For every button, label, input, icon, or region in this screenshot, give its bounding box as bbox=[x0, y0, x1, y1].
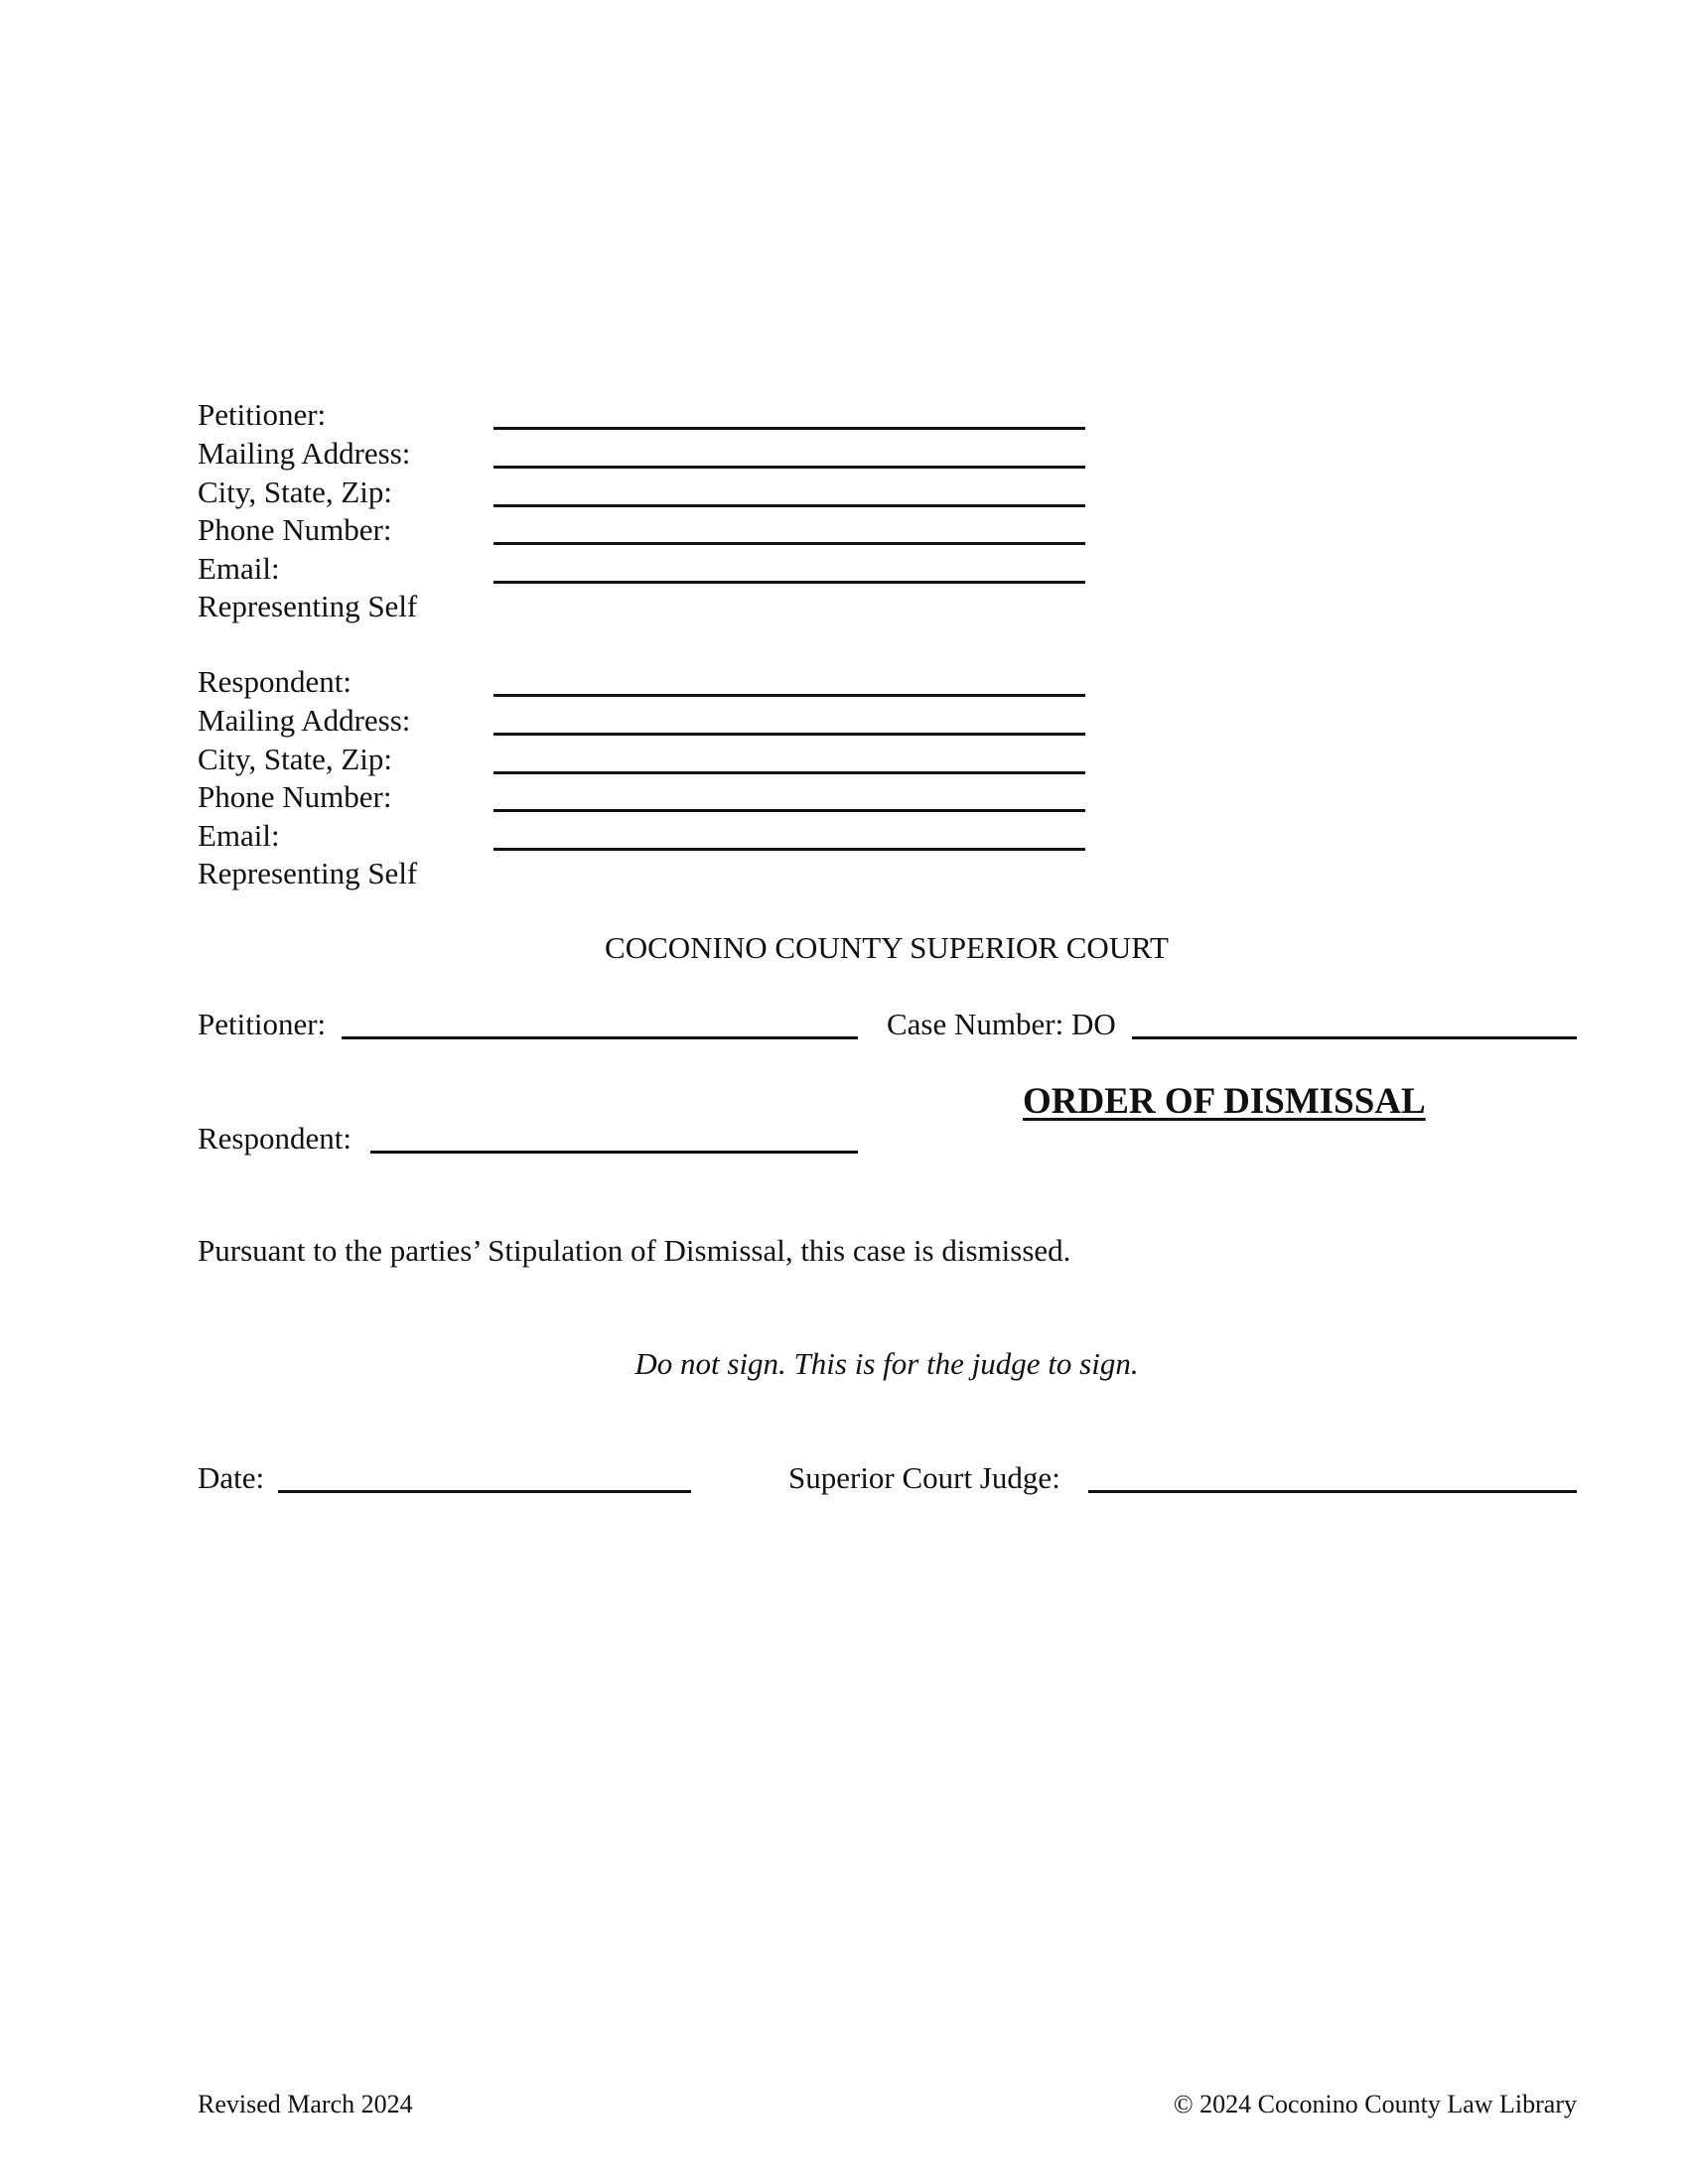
petitioner-city-state-zip-label: City, State, Zip: bbox=[198, 475, 393, 509]
petitioner-label: Petitioner: bbox=[198, 397, 327, 432]
petitioner-city-state-zip-field[interactable] bbox=[493, 504, 1085, 507]
court-name: COCONINO COUNTY SUPERIOR COURT bbox=[605, 930, 1169, 965]
order-title: ORDER OF DISMISSAL bbox=[1023, 1081, 1426, 1122]
respondent-mailing-address-label: Mailing Address: bbox=[198, 703, 411, 738]
judge-signature-note: Do not sign. This is for the judge to sign. bbox=[634, 1346, 1139, 1381]
footer-copyright: © 2024 Coconino County Law Library bbox=[1173, 2090, 1577, 2118]
case-number-label: Case Number: DO bbox=[887, 1007, 1116, 1041]
caption-petitioner-field[interactable] bbox=[342, 1036, 858, 1039]
judge-signature-field[interactable] bbox=[1088, 1490, 1577, 1493]
petitioner-email-label: Email: bbox=[198, 551, 280, 586]
petitioner-email-field[interactable] bbox=[493, 581, 1085, 584]
caption-petitioner-label: Petitioner: bbox=[198, 1007, 327, 1041]
respondent-representing-self: Representing Self bbox=[198, 856, 418, 890]
caption-respondent-field[interactable] bbox=[370, 1151, 858, 1154]
date-label: Date: bbox=[198, 1460, 265, 1495]
respondent-phone-label: Phone Number: bbox=[198, 779, 392, 814]
petitioner-representing-self: Representing Self bbox=[198, 589, 418, 623]
petitioner-mailing-address-label: Mailing Address: bbox=[198, 436, 411, 471]
petitioner-phone-label: Phone Number: bbox=[198, 512, 392, 547]
order-body-text: Pursuant to the parties’ Stipulation of Dismissal, this case is dismissed. bbox=[198, 1233, 1071, 1268]
respondent-mailing-address-field[interactable] bbox=[493, 733, 1085, 736]
petitioner-mailing-address-field[interactable] bbox=[493, 466, 1085, 469]
petitioner-phone-field[interactable] bbox=[493, 542, 1085, 545]
respondent-email-label: Email: bbox=[198, 818, 280, 853]
respondent-email-field[interactable] bbox=[493, 848, 1085, 851]
petitioner-name-field[interactable] bbox=[493, 427, 1085, 430]
judge-label: Superior Court Judge: bbox=[788, 1460, 1060, 1495]
footer-revised-date: Revised March 2024 bbox=[198, 2090, 413, 2118]
respondent-name-field[interactable] bbox=[493, 694, 1085, 697]
caption-respondent-label: Respondent: bbox=[198, 1121, 352, 1156]
respondent-label: Respondent: bbox=[198, 664, 352, 699]
respondent-city-state-zip-field[interactable] bbox=[493, 771, 1085, 774]
respondent-phone-field[interactable] bbox=[493, 809, 1085, 812]
date-field[interactable] bbox=[278, 1490, 691, 1493]
respondent-city-state-zip-label: City, State, Zip: bbox=[198, 742, 393, 776]
case-number-field[interactable] bbox=[1132, 1036, 1577, 1039]
